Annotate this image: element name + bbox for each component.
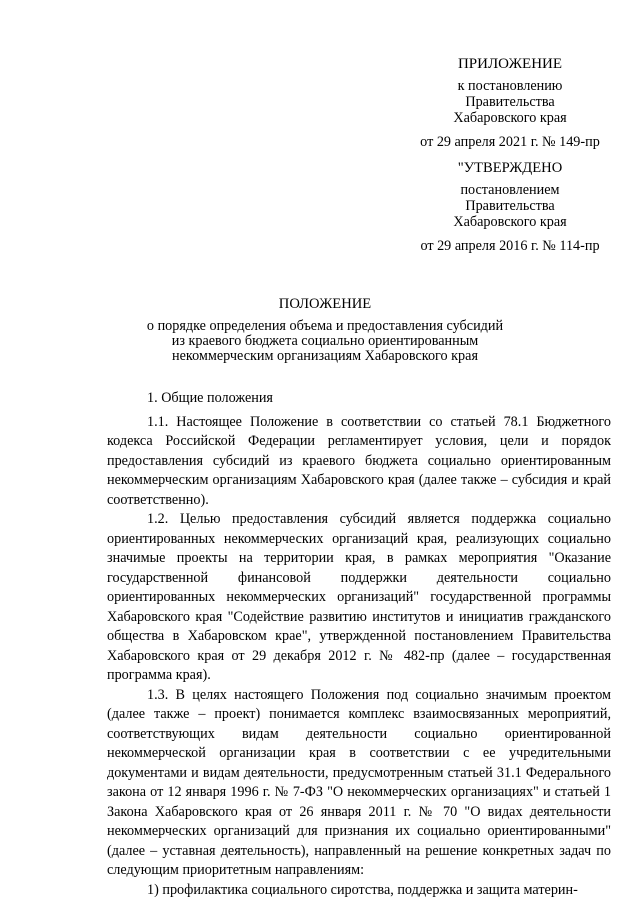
- appendix-line: Правительства: [465, 94, 555, 110]
- document-subtitle-line: из краевого бюджета социально ориентированным: [171, 333, 479, 349]
- document-title: ПОЛОЖЕНИЕ: [278, 296, 372, 312]
- appendix-line: Хабаровского края: [453, 110, 567, 126]
- approved-line: Хабаровского края: [453, 214, 567, 230]
- document-body: [107, 389, 611, 900]
- document-subtitle-line: некоммерческим организациям Хабаровского края: [172, 348, 478, 364]
- approved-line: Правительства: [465, 198, 555, 214]
- approved-body: [400, 182, 620, 230]
- paragraph-list-item-1: 1) профилактика социального сиротства, поддержка и защита материн-: [147, 881, 578, 898]
- appendix-header: [400, 56, 620, 254]
- paragraph-1-2: 1.2. Целью предоставления субсидий является поддержка социально ориентированных некоммерческих организаций края, реализующих социально значимые проекты на территории края, в рамках мероприятия "Оказание государственной финансовой поддержки деятельности социально ориентированных некоммерческих организаций" государственной программы Хабаровского края "Содействие развитию институтов и инициатив гражданского общества в Хабаровском крае", утвержденной постановлением Правительства Хабаровского края от 29 декабря 2012 г. № 482-пр (далее – государственная программа края).: [107, 511, 611, 683]
- section-heading: 1. Общие положения: [147, 390, 273, 406]
- paragraph-1-3: 1.3. В целях настоящего Положения под социально значимым проектом (далее также – проект) понимается комплекс взаимосвязанных мероприятий, соответствующих видам деятельности социально ориентированной некоммерческой организации края в соответствии с ее учредительными документами и видам деятельности, предусмотренным статьей 31.1 Федерального закона от 12 января 1996 г. № 7-ФЗ "О некоммерческих организациях" и статьей 1 Закона Хабаровского края от 26 января 2011 г. № 70 "О видах деятельности некоммерческих организаций для признания их социально ориентированными" (далее – уставная деятельность), направленный на решение конкретных задач по следующим приоритетным направлениям:: [107, 686, 611, 878]
- approved-line: постановлением: [460, 182, 560, 198]
- document-title-block: [110, 297, 540, 364]
- paragraph-1-1: 1.1. Настоящее Положение в соответствии со статьей 78.1 Бюджетного кодекса Российской Федерации регламентирует условия, цели и порядок предоставления субсидий из краевого бюджета социально ориентированным некоммерческим организациям Хабаровского края (далее также – субсидия и край соответственно).: [107, 413, 611, 508]
- appendix-line: к постановлению: [457, 78, 563, 94]
- appendix-title: ПРИЛОЖЕНИЕ: [457, 56, 563, 72]
- approved-date: от 29 апреля 2016 г. № 114-пр: [420, 238, 600, 254]
- appendix-date: от 29 апреля 2021 г. № 149-пр: [420, 134, 600, 150]
- approved-label: "УТВЕРЖДЕНО: [457, 160, 563, 176]
- document-subtitle-line: о порядке определения объема и предоставления субсидий: [146, 318, 504, 334]
